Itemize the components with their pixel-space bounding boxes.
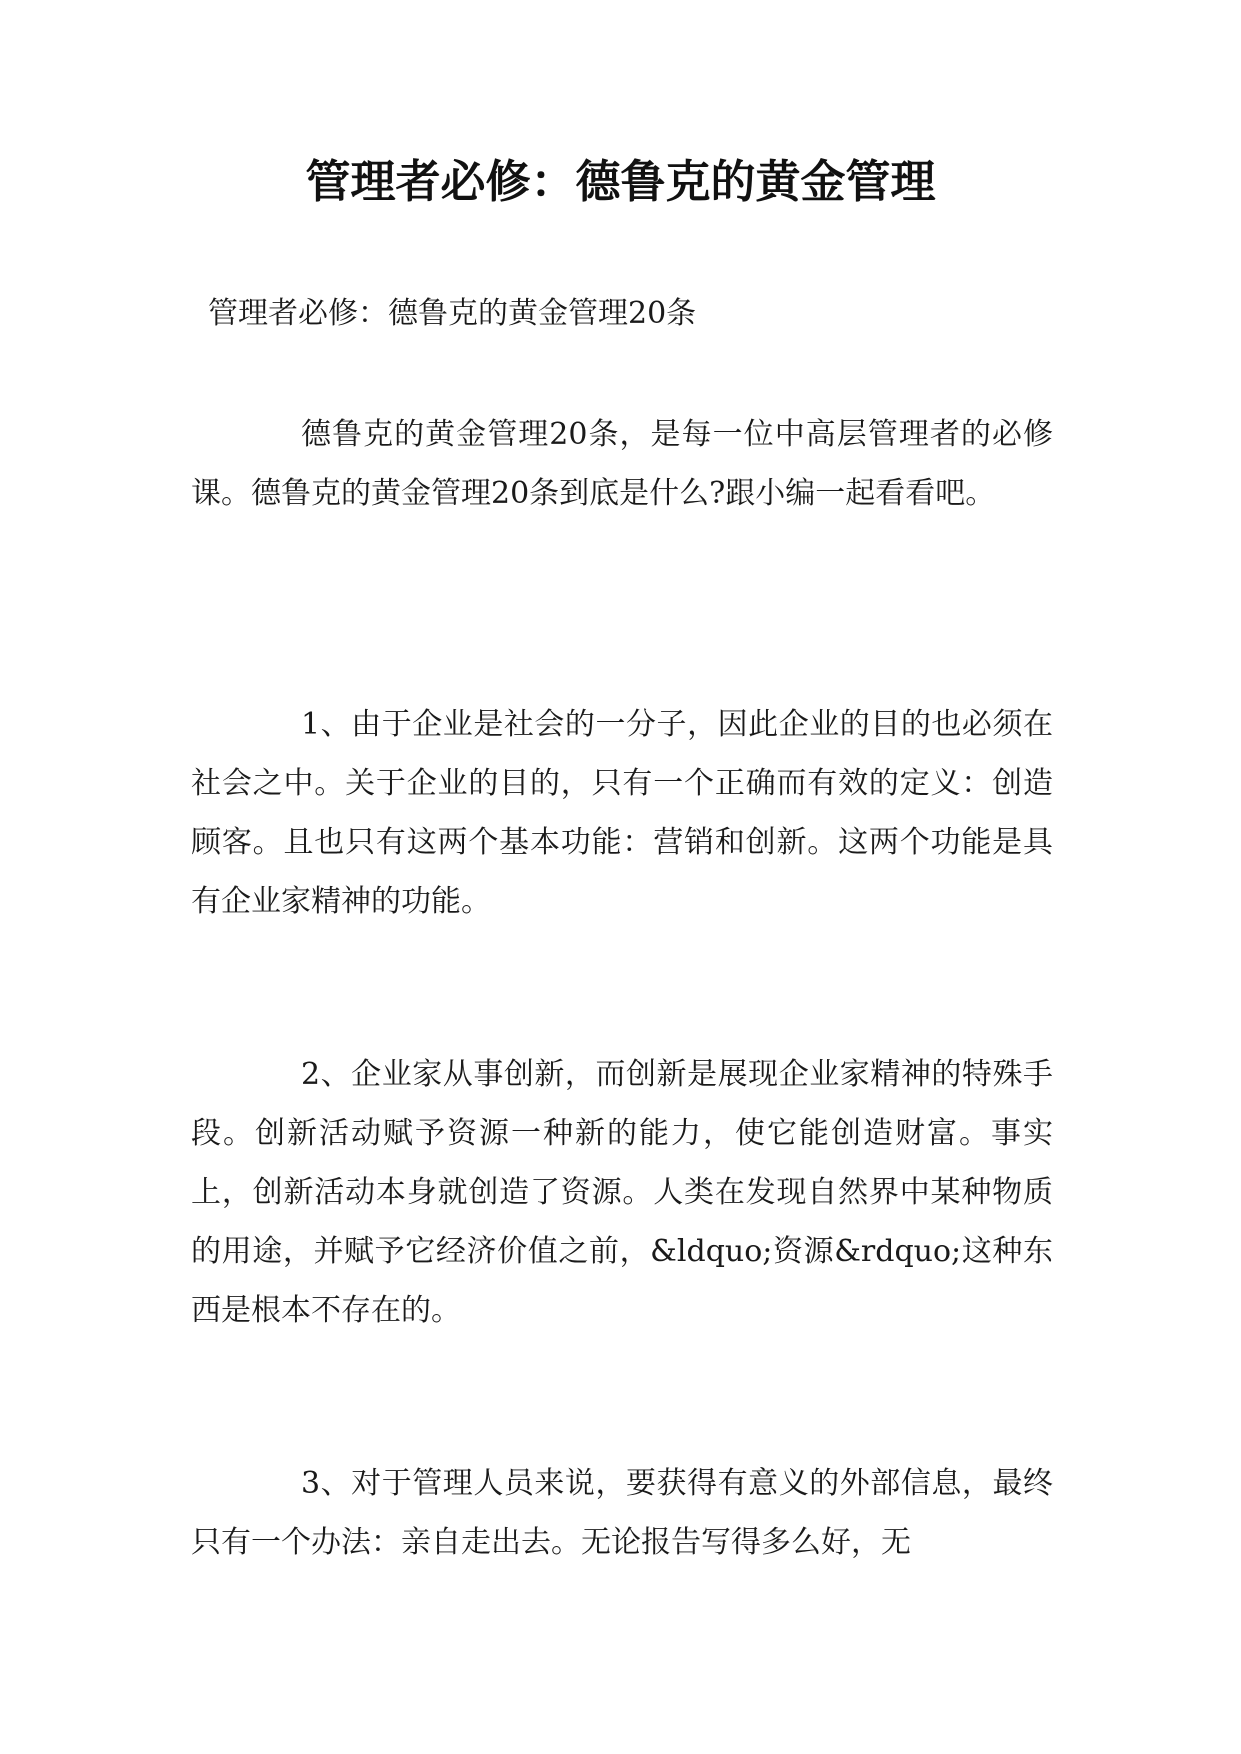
intro-paragraph: 德鲁克的黄金管理20条，是每一位中高层管理者的必修课。德鲁克的黄金管理20条到底是什么?跟小编一起看看吧。 xyxy=(191,417,1053,511)
document-subtitle: 管理者必修：德鲁克的黄金管理20条 xyxy=(208,296,697,331)
paragraph-item-3: 3、对于管理人员来说，要获得有意义的外部信息，最终只有一个办法：亲自走出去。无论报告写得多么好，无 xyxy=(191,1466,1053,1560)
paragraph-item-2: 2、企业家从事创新，而创新是展现企业家精神的特殊手段。创新活动赋予资源一种新的能力，使它能创造财富。事实上，创新活动本身就创造了资源。人类在发现自然界中某种物质的用途，并赋予它经济价值之前，&ldquo;资源&rdquo;这种东西是根本不存在的。 xyxy=(191,1057,1053,1328)
document-title: 管理者必修：德鲁克的黄金管理 xyxy=(305,155,936,208)
paragraph-item-1: 1、由于企业是社会的一分子，因此企业的目的也必须在社会之中。关于企业的目的，只有一个正确而有效的定义：创造顾客。且也只有这两个基本功能：营销和创新。这两个功能是具有企业家精神的功能。 xyxy=(191,707,1053,919)
